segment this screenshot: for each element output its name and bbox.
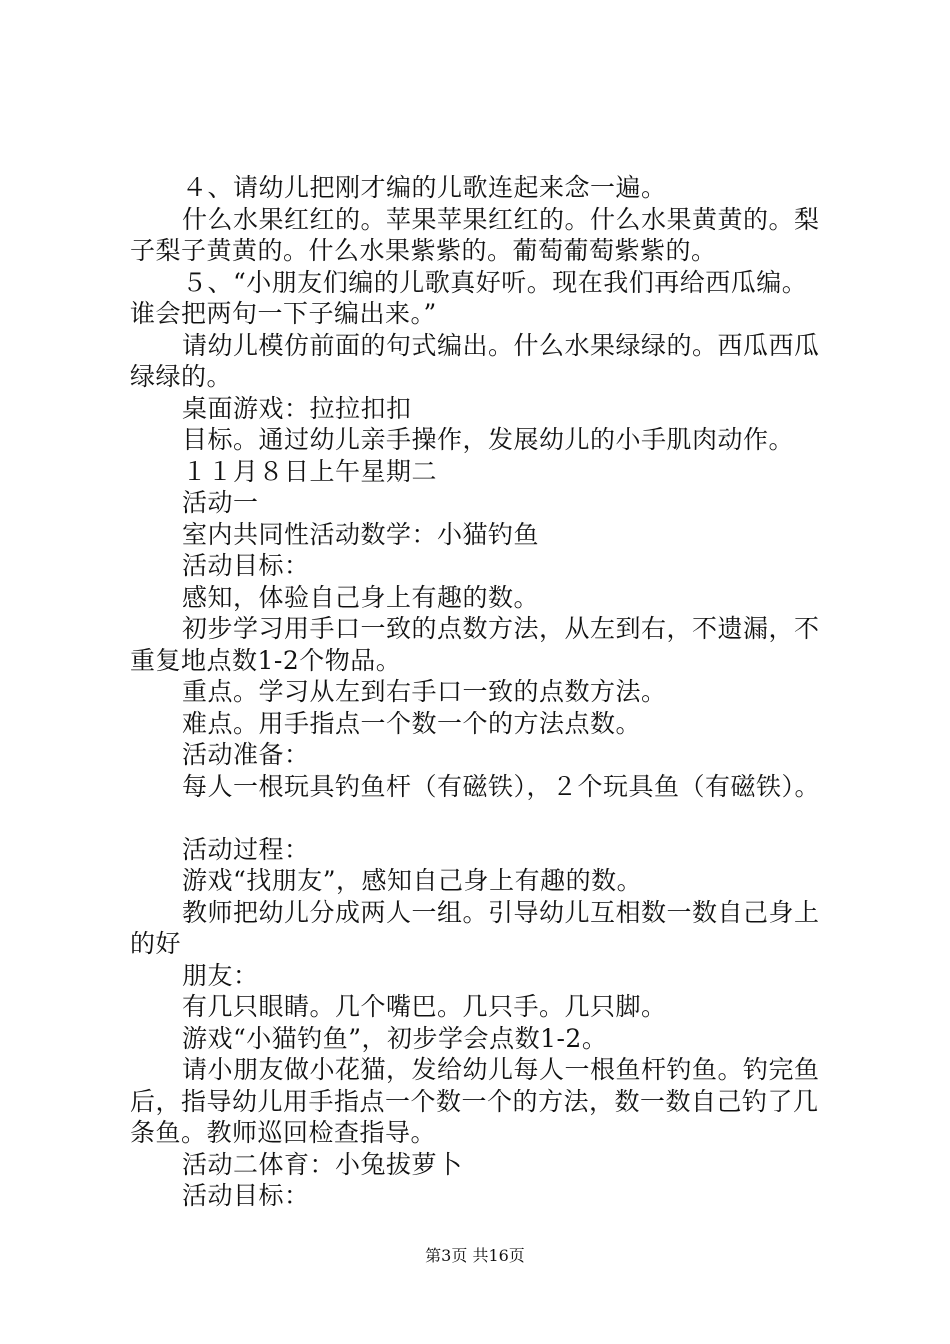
paragraph-goal-2: 初步学习用手口一致的点数方法，从左到右，不遗漏，不重复地点数1-2个物品。	[130, 614, 820, 675]
paragraph-activity-one: 活动一	[182, 488, 259, 517]
paragraph-goal-1: 感知，体验自己身上有趣的数。	[182, 582, 540, 612]
paragraph-find-friends-game: 游戏“找朋友”，感知自己身上有趣的数。	[182, 866, 643, 895]
paragraph-teacher-groups: 教师把幼儿分成两人一组。引导幼儿互相数一数自己身上的好	[130, 897, 820, 958]
paragraph-key-point: 重点。学习从左到右手口一致的点数方法。	[182, 677, 667, 706]
paragraph-goals-heading: 活动目标：	[182, 551, 310, 580]
paragraph-difficulty: 难点。用手指点一个数一个的方法点数。	[182, 708, 642, 738]
paragraph-date: １１月８日上午星期二	[182, 456, 438, 486]
paragraph-table-game: 桌面游戏：拉拉扣扣	[182, 393, 412, 423]
paragraph-activity-two: 活动二体育：小兔拔萝卜	[182, 1149, 463, 1179]
paragraph-table-game-goal: 目标。通过幼儿亲手操作，发展幼儿的小手肌肉动作。	[182, 425, 795, 454]
page-number-footer: 第3页 共16页	[425, 1246, 525, 1265]
paragraph-friends: 朋友：	[182, 960, 259, 990]
paragraph-rhyme-step-4: ４、请幼儿把刚才编的儿歌连起来念一遍。	[182, 173, 667, 202]
paragraph-body-count: 有几只眼睛。几个嘴巴。几只手。几只脚。	[182, 992, 667, 1021]
paragraph-fishing-game: 游戏“小猫钓鱼”，初步学会点数1-2。	[182, 1023, 608, 1053]
paragraph-watermelon-rhyme: 请幼儿模仿前面的句式编出。什么水果绿绿的。西瓜西瓜绿绿的。	[130, 330, 820, 391]
document-body	[130, 172, 832, 1212]
blank-line	[130, 802, 832, 834]
paragraph-math-title: 室内共同性活动数学：小猫钓鱼	[182, 519, 540, 549]
paragraph-activity-two-goals: 活动目标：	[182, 1181, 310, 1210]
paragraph-rhyme-step-5: ５、“小朋友们编的儿歌真好听。现在我们再给西瓜编。谁会把两句一下子编出来。”	[130, 267, 808, 328]
paragraph-process-heading: 活动过程：	[182, 834, 310, 864]
paragraph-fishing-process: 请小朋友做小花猫，发给幼儿每人一根鱼杆钓鱼。钓完鱼后，指导幼儿用手指点一个数一个的方法，数一数自己钓了几条鱼。教师巡回检查指导。	[130, 1055, 820, 1147]
paragraph-rhyme-text: 什么水果红红的。苹果苹果红红的。什么水果黄黄的。梨子梨子黄黄的。什么水果紫紫的。葡萄葡萄紫紫的。	[130, 204, 820, 265]
paragraph-preparation-heading: 活动准备：	[182, 740, 310, 769]
paragraph-preparation: 每人一根玩具钓鱼杆（有磁铁），２个玩具鱼（有磁铁）。	[182, 771, 821, 801]
